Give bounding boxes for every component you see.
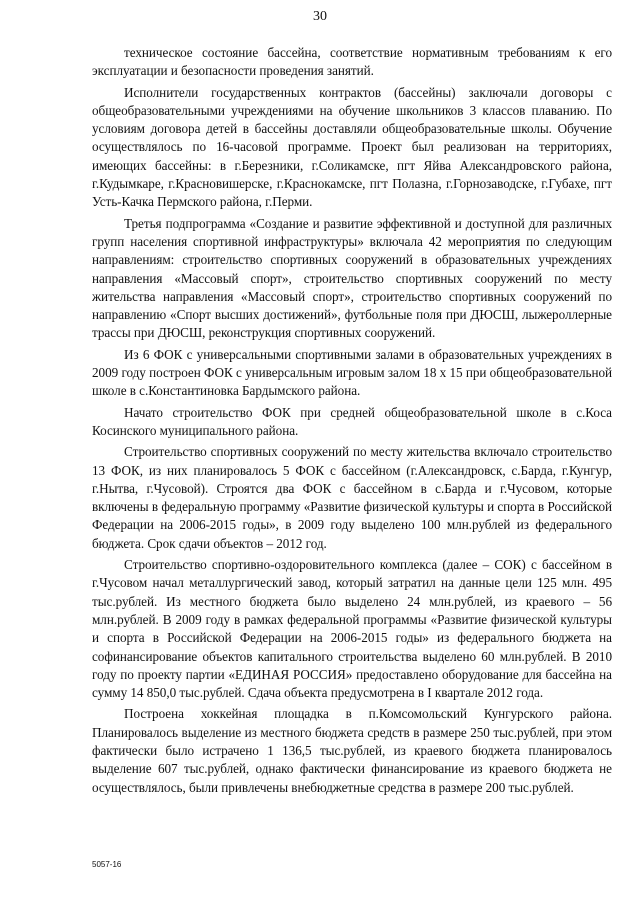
- page-number: 30: [313, 9, 327, 24]
- paragraph-sok-chusovoy: Строительство спортивно-оздоровительного комплекса (далее – СОК) с бассейном в г.Чусовом начал металлургический завод, который затратил на данные цели 125 млн. 495 тыс.рублей. Из местного бюджета было выделено 24 млн.рублей, из краевого – 56 млн.рублей. В 2009 году в рамках федеральной программы «Развитие физической культуры и спорта в Российской Федерации на 2006-2015 годы» из федерального бюджета на софинансирование объектов капитального строительства выделено 60 млн.рублей. В 2010 году по проекту партии «ЕДИНАЯ РОССИЯ» предоставлено оборудование для бассейна на сумму 14 850,0 тыс.рублей. Сдача объекта предусмотрена в I квартале 2012 года.: [92, 557, 612, 701]
- paragraph-fok-kosa: Начато строительство ФОК при средней общеобразовательной школе в с.Коса Косинского муниципального района.: [92, 404, 612, 438]
- paragraph-hockey-rink: Построена хоккейная площадка в п.Комсомольский Кунгурского района. Планировалось выделение из местного бюджета средств в размере 250 тыс.рублей, при этом фактически было истрачено 1 136,5 тыс.рублей, из краевого бюджета планировалось выделение 607 тыс.рублей, однако фактически финансирование из краевого бюджета не осуществлялось, были привлечены внебюджетные средства в размере 200 тыс.рублей.: [92, 706, 612, 795]
- paragraph-residential-facilities: Строительство спортивных сооружений по месту жительства включало строительство 13 ФОК, из них планировалось 5 ФОК с бассейном (г.Александровск, с.Барда, г.Кунгур, г.Нытва, г.Чусовой). Строятся два ФОК с бассейном в с.Барда и г.Чусовом, которые включены в федеральную программу «Развитие физической культуры и спорта в Российской Федерации на 2006-2015 годы», в 2009 году выделено 100 млн.рублей из федерального бюджета. Срок сдачи объектов – 2012 год.: [92, 444, 612, 551]
- paragraph-swimming-contracts: Исполнители государственных контрактов (бассейны) заключали договоры с общеобразовательными учреждениями на обучение школьников 3 классов плаванию. По условиям договора детей в бассейны доставляли общеобразовательные школы. Обучение осуществлялось по 16-часовой программе. Проект был реализован на территориях, имеющих бассейны: в г.Березники, г.Соликамске, пгт Яйва Александровского района, г.Кудымкаре, г.Красновишерске, г.Краснокамске, пгт Полазна, г.Горнозаводске, г.Губахе, пгт Усть-Качка Пермского района, г.Перми.: [92, 84, 612, 210]
- document-body: [92, 44, 612, 797]
- paragraph-fok-schools: Из 6 ФОК с универсальными спортивными залами в образовательных учреждениях в 2009 году построен ФОК с универсальным игровым залом 18 х 15 при общеобразовательной школе в с.Константиновка Бардымского района.: [92, 346, 612, 399]
- paragraph-pool-safety: техническое состояние бассейна, соответствие нормативным требованиям к его эксплуатации и безопасности проведения занятий.: [92, 45, 612, 79]
- document-code: 5057-16: [92, 860, 122, 869]
- paragraph-third-subprogram: Третья подпрограмма «Создание и развитие эффективной и доступной для различных групп населения спортивной инфраструктуры» включала 42 мероприятия по следующим направлениям: строительство спортивных сооружений в образовательных учреждениях направления «Массовый спорт», строительство спортивных сооружений по месту жительства направления «Массовый спорт», строительство спортивных сооружений по направлению «Спорт высших достижений», футбольные поля при ДЮСШ, лыжероллерные трассы при ДЮСШ, реконструкция спортивных сооружений.: [92, 215, 612, 341]
